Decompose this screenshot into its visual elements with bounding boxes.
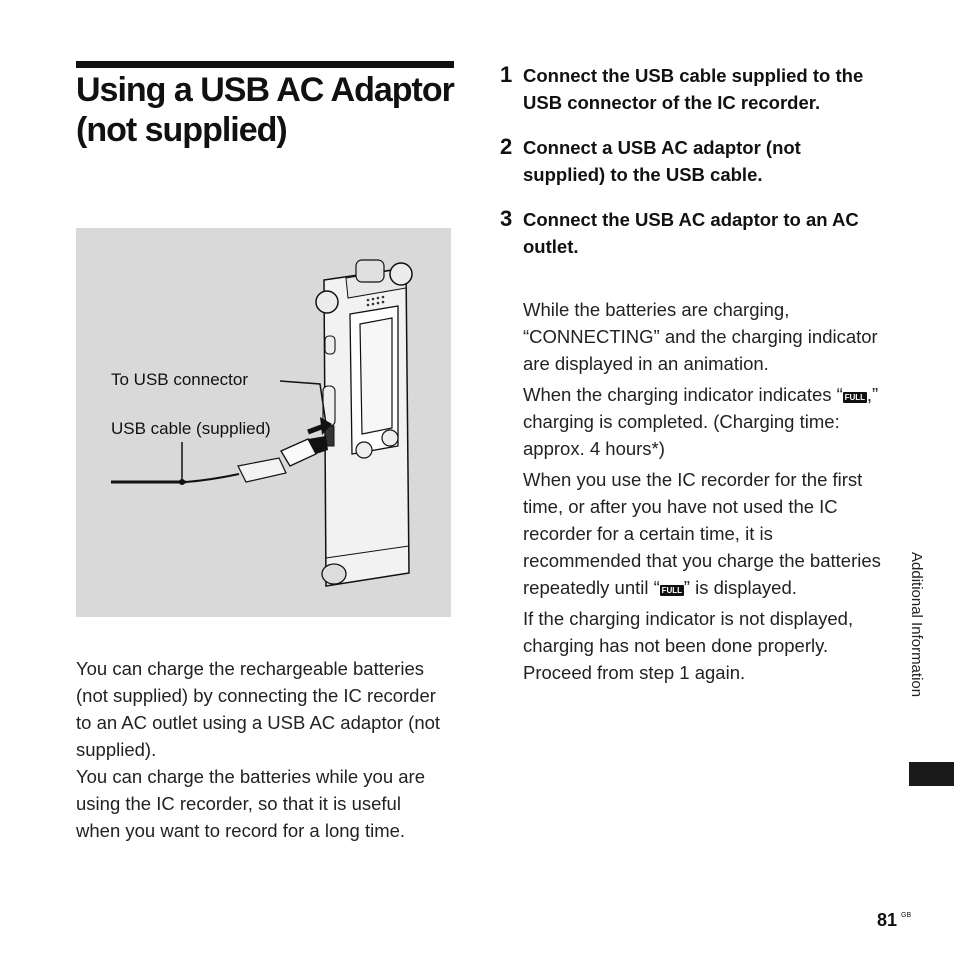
callout-usb-connector: To USB connector xyxy=(111,370,249,389)
step-2 xyxy=(500,134,885,188)
note-not-displayed: If the charging indicator is not displayed, charging has not been done properly. Proceed from step 1 again. xyxy=(523,608,854,683)
intro-paragraph-1: You can charge the rechargeable batteries (not supplied) by connecting the IC recorder to an AC outlet using a USB AC adaptor (not supplied). xyxy=(76,658,441,760)
microphone-right-icon xyxy=(390,263,412,285)
step-text: Connect the USB AC adaptor to an AC outlet. xyxy=(523,209,859,257)
step-number: 3 xyxy=(500,206,513,231)
step-3-notes xyxy=(523,296,888,690)
page-number-suffix: GB xyxy=(901,912,912,919)
intro-text xyxy=(76,655,446,844)
display-screen xyxy=(360,318,392,434)
battery-full-icon: FULL xyxy=(661,586,682,595)
note-first-time: When you use the IC recorder for the first time, or after you have not used the IC recorder for a certain time, it is recommended that you charge the batteries repeatedly until “ FULL” is displayed. xyxy=(523,469,881,598)
step-number: 2 xyxy=(500,134,513,159)
note-charging-complete: When the charging indicator indicates “ FULL,” charging is completed. (Charging time: approx. 4 hours*) xyxy=(523,384,879,459)
step-3 xyxy=(500,206,885,260)
section-marker-block xyxy=(909,762,954,786)
illustration-panel xyxy=(76,228,451,617)
steps-list xyxy=(500,62,885,278)
page-number: 81 xyxy=(877,910,898,930)
note-charging-animation: While the batteries are charging, “CONNECTING” and the charging indicator are displayed in an animation. xyxy=(523,299,878,374)
step-1 xyxy=(500,62,885,116)
intro-paragraph-2: You can charge the batteries while you are using the IC recorder, so that it is useful when you want to record for a long time. xyxy=(76,766,425,841)
step-text: Connect a USB AC adaptor (not supplied) to the USB cable. xyxy=(523,137,801,185)
battery-full-icon: FULL xyxy=(844,393,866,402)
page-title: Using a USB AC Adaptor (not supplied) xyxy=(76,71,454,149)
section-side-tab: Additional Information xyxy=(908,552,925,698)
button-right-icon xyxy=(382,430,398,446)
title-rule xyxy=(76,61,454,68)
callout-usb-cable: USB cable (supplied) xyxy=(111,419,271,438)
step-text: Connect the USB cable supplied to the USB connector of the IC recorder. xyxy=(523,65,864,113)
microphone-left-icon xyxy=(316,291,338,313)
step-number: 1 xyxy=(500,62,513,87)
button-left-icon xyxy=(356,442,372,458)
